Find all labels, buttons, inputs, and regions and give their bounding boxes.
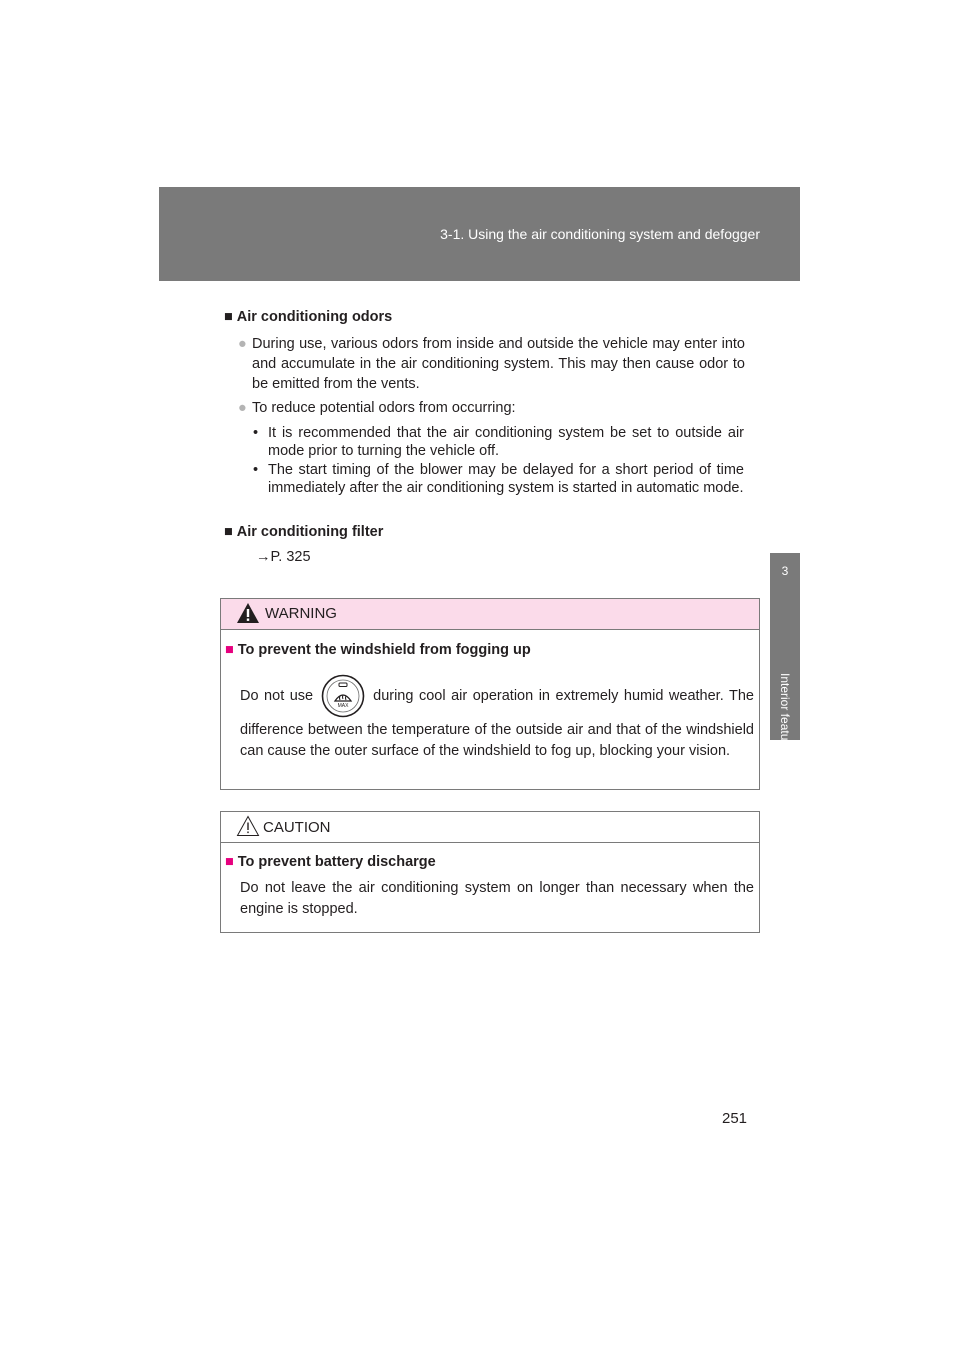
odors-heading-text: Air conditioning odors (236, 309, 393, 325)
warning-subheading-text: To prevent the windshield from fogging up (237, 642, 531, 658)
warning-box (220, 598, 760, 790)
caution-subheading-text: To prevent battery discharge (237, 854, 436, 870)
front-defogger-button-icon (321, 674, 365, 718)
bullet-dot-icon: ● (238, 336, 247, 352)
odors-heading (224, 309, 392, 325)
warning-text-rest: difference between the temperature of the outside air and that of the windshield can cause the outer surface of the windshield to fog up, blocking your vision. (240, 722, 754, 759)
warning-first-line (240, 674, 754, 718)
caution-box (220, 811, 760, 933)
caution-triangle-icon (236, 815, 260, 837)
filter-heading (224, 524, 383, 540)
odors-bullet-2 (238, 398, 745, 418)
caution-body: Do not leave the air conditioning system on longer than necessary when the engine is stopped. (240, 880, 754, 917)
sub-bullet-icon: • (253, 425, 259, 441)
odors-bullet-1-text: During use, various odors from inside and outside the vehicle may enter into and accumulate in the air conditioning system. This may then cause odor to be emitted from the vents. (252, 336, 745, 392)
svg-text:MAX: MAX (337, 703, 349, 709)
warning-header (221, 599, 759, 630)
warning-label: WARNING (265, 605, 337, 622)
warning-text-after: during cool air operation in extremely humid weather. The (373, 687, 754, 704)
warning-body (240, 674, 754, 762)
caution-label: CAUTION (263, 819, 331, 836)
chapter-tab (770, 553, 800, 758)
chapter-number: 3 (781, 564, 789, 578)
odors-sub-item-2-text: The start timing of the blower may be delayed for a short period of time immediately after the air conditioning system is started in automatic mode. (268, 462, 744, 496)
odors-sub-item-2 (253, 462, 744, 497)
header-band (159, 187, 800, 281)
filter-heading-text: Air conditioning filter (236, 524, 384, 540)
warning-subheading (225, 642, 531, 658)
odors-sub-item-1 (253, 425, 744, 460)
caution-header (221, 812, 759, 843)
page-number: 251 (722, 1110, 748, 1127)
sub-bullet-icon: • (253, 462, 259, 478)
square-marker-icon: ■ (225, 854, 234, 870)
odors-bullet-2-text: To reduce potential odors from occurring: (252, 400, 516, 416)
bullet-dot-icon: ● (238, 400, 247, 416)
odors-bullet-1 (238, 334, 745, 394)
square-marker-icon: ■ (224, 524, 233, 540)
caution-subheading (225, 854, 436, 870)
square-marker-icon: ■ (225, 642, 234, 658)
odors-sub-item-1-text: It is recommended that the air conditioning system be set to outside air mode prior to turning the vehicle off. (268, 425, 744, 459)
section-title: 3-1. Using the air conditioning system and defogger (440, 226, 760, 242)
square-marker-icon: ■ (224, 309, 233, 325)
warning-text-before: Do not use (240, 687, 314, 704)
page-reference-link[interactable]: →P. 325 (256, 549, 311, 565)
chapter-label: Interior features (778, 673, 792, 758)
warning-triangle-icon (236, 602, 260, 624)
